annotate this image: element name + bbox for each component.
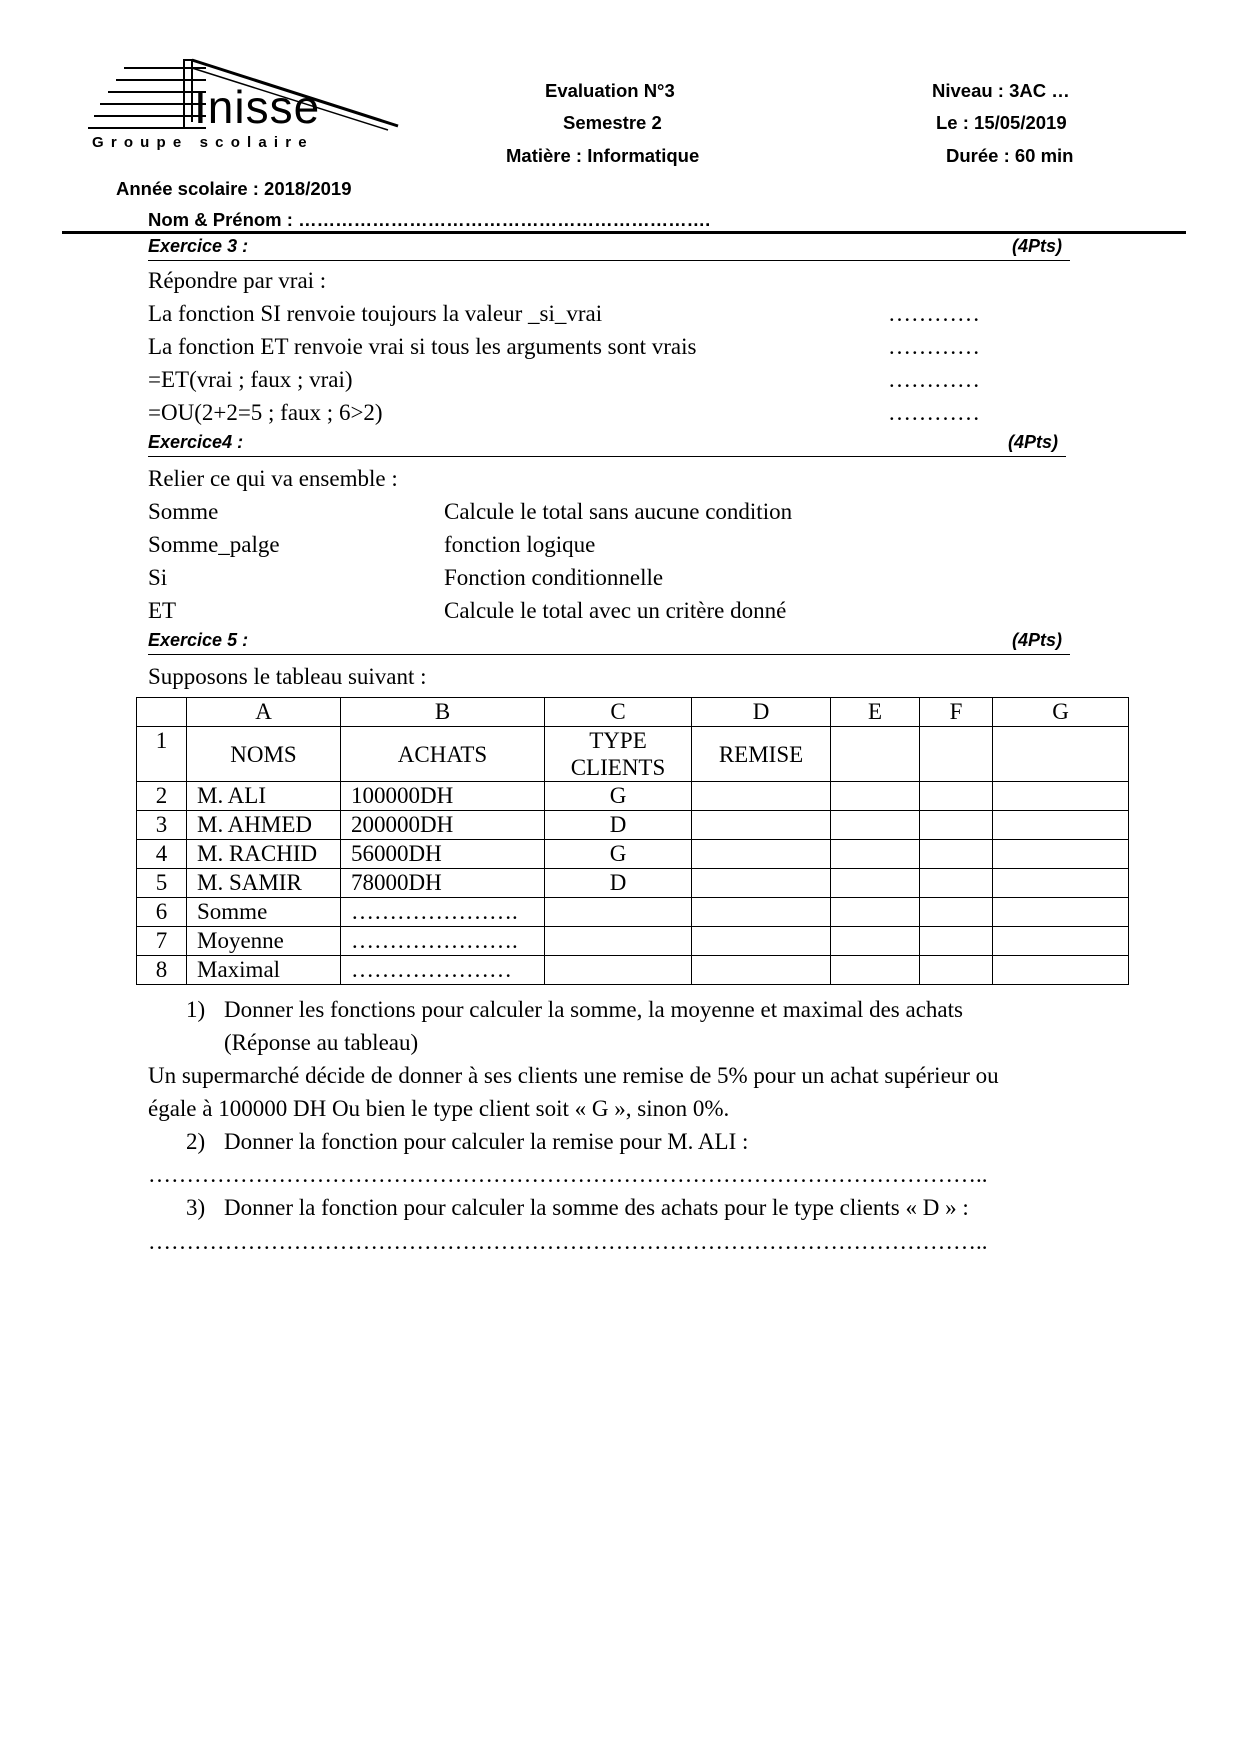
question-item: =OU(2+2=5 ; faux ; 6>2) xyxy=(148,400,383,425)
cell-nom: Maximal xyxy=(187,956,341,985)
annee-scolaire: Année scolaire : 2018/2019 xyxy=(116,178,352,199)
niveau: Niveau : 3AC … xyxy=(932,80,1070,101)
match-left: Si xyxy=(148,565,168,590)
row-number: 8 xyxy=(137,956,187,985)
spreadsheet-table xyxy=(136,697,1129,985)
table-row xyxy=(137,927,1129,956)
match-left: ET xyxy=(148,598,177,623)
column-header: B xyxy=(341,698,545,727)
q3-text: Donner la fonction pour calculer la somme des achats pour le type clients « D » : xyxy=(224,1195,969,1220)
cell-nom: M. ALI xyxy=(187,782,341,811)
row-number: 3 xyxy=(137,811,187,840)
question-item: =ET(vrai ; faux ; vrai) xyxy=(148,367,353,392)
corner-cell xyxy=(137,698,187,727)
column-header: G xyxy=(993,698,1129,727)
cell-nom: Moyenne xyxy=(187,927,341,956)
empty-cell xyxy=(831,727,920,782)
problem-statement: Un supermarché décide de donner à ses clients une remise de 5% pour un achat supérieur ou xyxy=(148,1063,999,1088)
match-left: Somme_palge xyxy=(148,532,280,557)
header-divider xyxy=(62,231,1186,234)
cell-nom: M. SAMIR xyxy=(187,869,341,898)
empty-cell xyxy=(993,727,1129,782)
table-row xyxy=(137,811,1129,840)
header-type-clients xyxy=(545,727,692,782)
table-row xyxy=(137,840,1129,869)
row-number: 4 xyxy=(137,840,187,869)
exercice-4-points: (4Pts) xyxy=(1007,432,1058,452)
cell-type xyxy=(545,956,692,985)
cell-achat: …………………. xyxy=(341,927,545,956)
table-header-row xyxy=(137,727,1129,782)
answer-blank: ………… xyxy=(888,301,980,326)
exercice-4-intro: Relier ce qui va ensemble : xyxy=(148,466,398,491)
table-row xyxy=(137,956,1129,985)
school-logo xyxy=(88,56,428,156)
matiere: Matière : Informatique xyxy=(506,145,700,166)
exercice-3-intro: Répondre par vrai : xyxy=(148,268,327,293)
cell-type: G xyxy=(545,782,692,811)
exercice-5-heading xyxy=(148,630,1070,655)
row-number: 6 xyxy=(137,898,187,927)
match-right: fonction logique xyxy=(444,532,596,557)
nom-prenom: Nom & Prénom : …………………………………………………………. xyxy=(148,209,711,230)
cell-achat: …………………. xyxy=(341,898,545,927)
logo-tagline: G r o u p e s c o l a i r e xyxy=(92,134,309,151)
table-row xyxy=(137,898,1129,927)
exercice-5-points: (4Pts) xyxy=(1011,630,1062,650)
cell-type: D xyxy=(545,869,692,898)
match-right: Calcule le total sans aucune condition xyxy=(444,499,793,524)
q2-text: Donner la fonction pour calculer la remise pour M. ALI : xyxy=(224,1129,749,1154)
table-row xyxy=(137,782,1129,811)
evaluation-title: Evaluation N°3 xyxy=(545,80,675,101)
question-item: La fonction ET renvoie vrai si tous les arguments sont vrais xyxy=(148,334,697,359)
match-left: Somme xyxy=(148,499,219,524)
q3-answer-line: ……………………………………………………………………………………………….. xyxy=(148,1229,988,1254)
header-achats: ACHATS xyxy=(341,727,545,782)
row-number: 5 xyxy=(137,869,187,898)
header-type-line1: TYPE xyxy=(589,728,647,753)
cell-nom: Somme xyxy=(187,898,341,927)
row-number: 1 xyxy=(137,727,187,782)
cell-achat: 200000DH xyxy=(341,811,545,840)
exercice-5-intro: Supposons le tableau suivant : xyxy=(148,664,427,689)
duree: Durée : 60 min xyxy=(946,145,1074,166)
column-header: D xyxy=(692,698,831,727)
header-remise: REMISE xyxy=(692,727,831,782)
match-right: Fonction conditionnelle xyxy=(444,565,664,590)
column-header: C xyxy=(545,698,692,727)
exercice-3-title: Exercice 3 : xyxy=(148,236,249,256)
header-type-line2: CLIENTS xyxy=(570,755,666,780)
cell-achat: 56000DH xyxy=(341,840,545,869)
q1-text: Donner les fonctions pour calculer la somme, la moyenne et maximal des achats xyxy=(224,997,963,1022)
empty-cell xyxy=(920,727,993,782)
semestre: Semestre 2 xyxy=(563,112,662,133)
answer-blank: ………… xyxy=(888,367,980,392)
q1-number: 1) xyxy=(186,997,206,1022)
row-number: 7 xyxy=(137,927,187,956)
match-right: Calcule le total avec un critère donné xyxy=(444,598,787,623)
cell-type xyxy=(545,927,692,956)
cell-type xyxy=(545,898,692,927)
cell-achat: 100000DH xyxy=(341,782,545,811)
exercice-3-points: (4Pts) xyxy=(1011,236,1062,256)
q2-number: 2) xyxy=(186,1129,206,1154)
question-item: La fonction SI renvoie toujours la valeur _si_vrai xyxy=(148,301,603,326)
row-number: 2 xyxy=(137,782,187,811)
q1-note: (Réponse au tableau) xyxy=(224,1030,419,1055)
problem-statement: égale à 100000 DH Ou bien le type client soit « G », sinon 0%. xyxy=(148,1096,730,1121)
cell-achat: ………………… xyxy=(341,956,545,985)
answer-blank: ………… xyxy=(888,400,980,425)
cell-type: D xyxy=(545,811,692,840)
cell-nom: M. RACHID xyxy=(187,840,341,869)
exercice-4-heading xyxy=(148,432,1066,457)
cell-nom: M. AHMED xyxy=(187,811,341,840)
logo-name: Inisse xyxy=(194,81,321,133)
answer-blank: ………… xyxy=(888,334,980,359)
header-noms: NOMS xyxy=(187,727,341,782)
table-row xyxy=(137,869,1129,898)
q3-number: 3) xyxy=(186,1195,206,1220)
date: Le : 15/05/2019 xyxy=(936,112,1067,133)
column-letters-row xyxy=(137,698,1129,727)
cell-achat: 78000DH xyxy=(341,869,545,898)
cell-type: G xyxy=(545,840,692,869)
exercice-4-title: Exercice4 : xyxy=(148,432,244,452)
column-header: E xyxy=(831,698,920,727)
column-header: F xyxy=(920,698,993,727)
q2-answer-line: ……………………………………………………………………………………………….. xyxy=(148,1162,988,1187)
column-header: A xyxy=(187,698,341,727)
exercice-5-title: Exercice 5 : xyxy=(148,630,249,650)
exercice-3-heading xyxy=(148,236,1070,261)
